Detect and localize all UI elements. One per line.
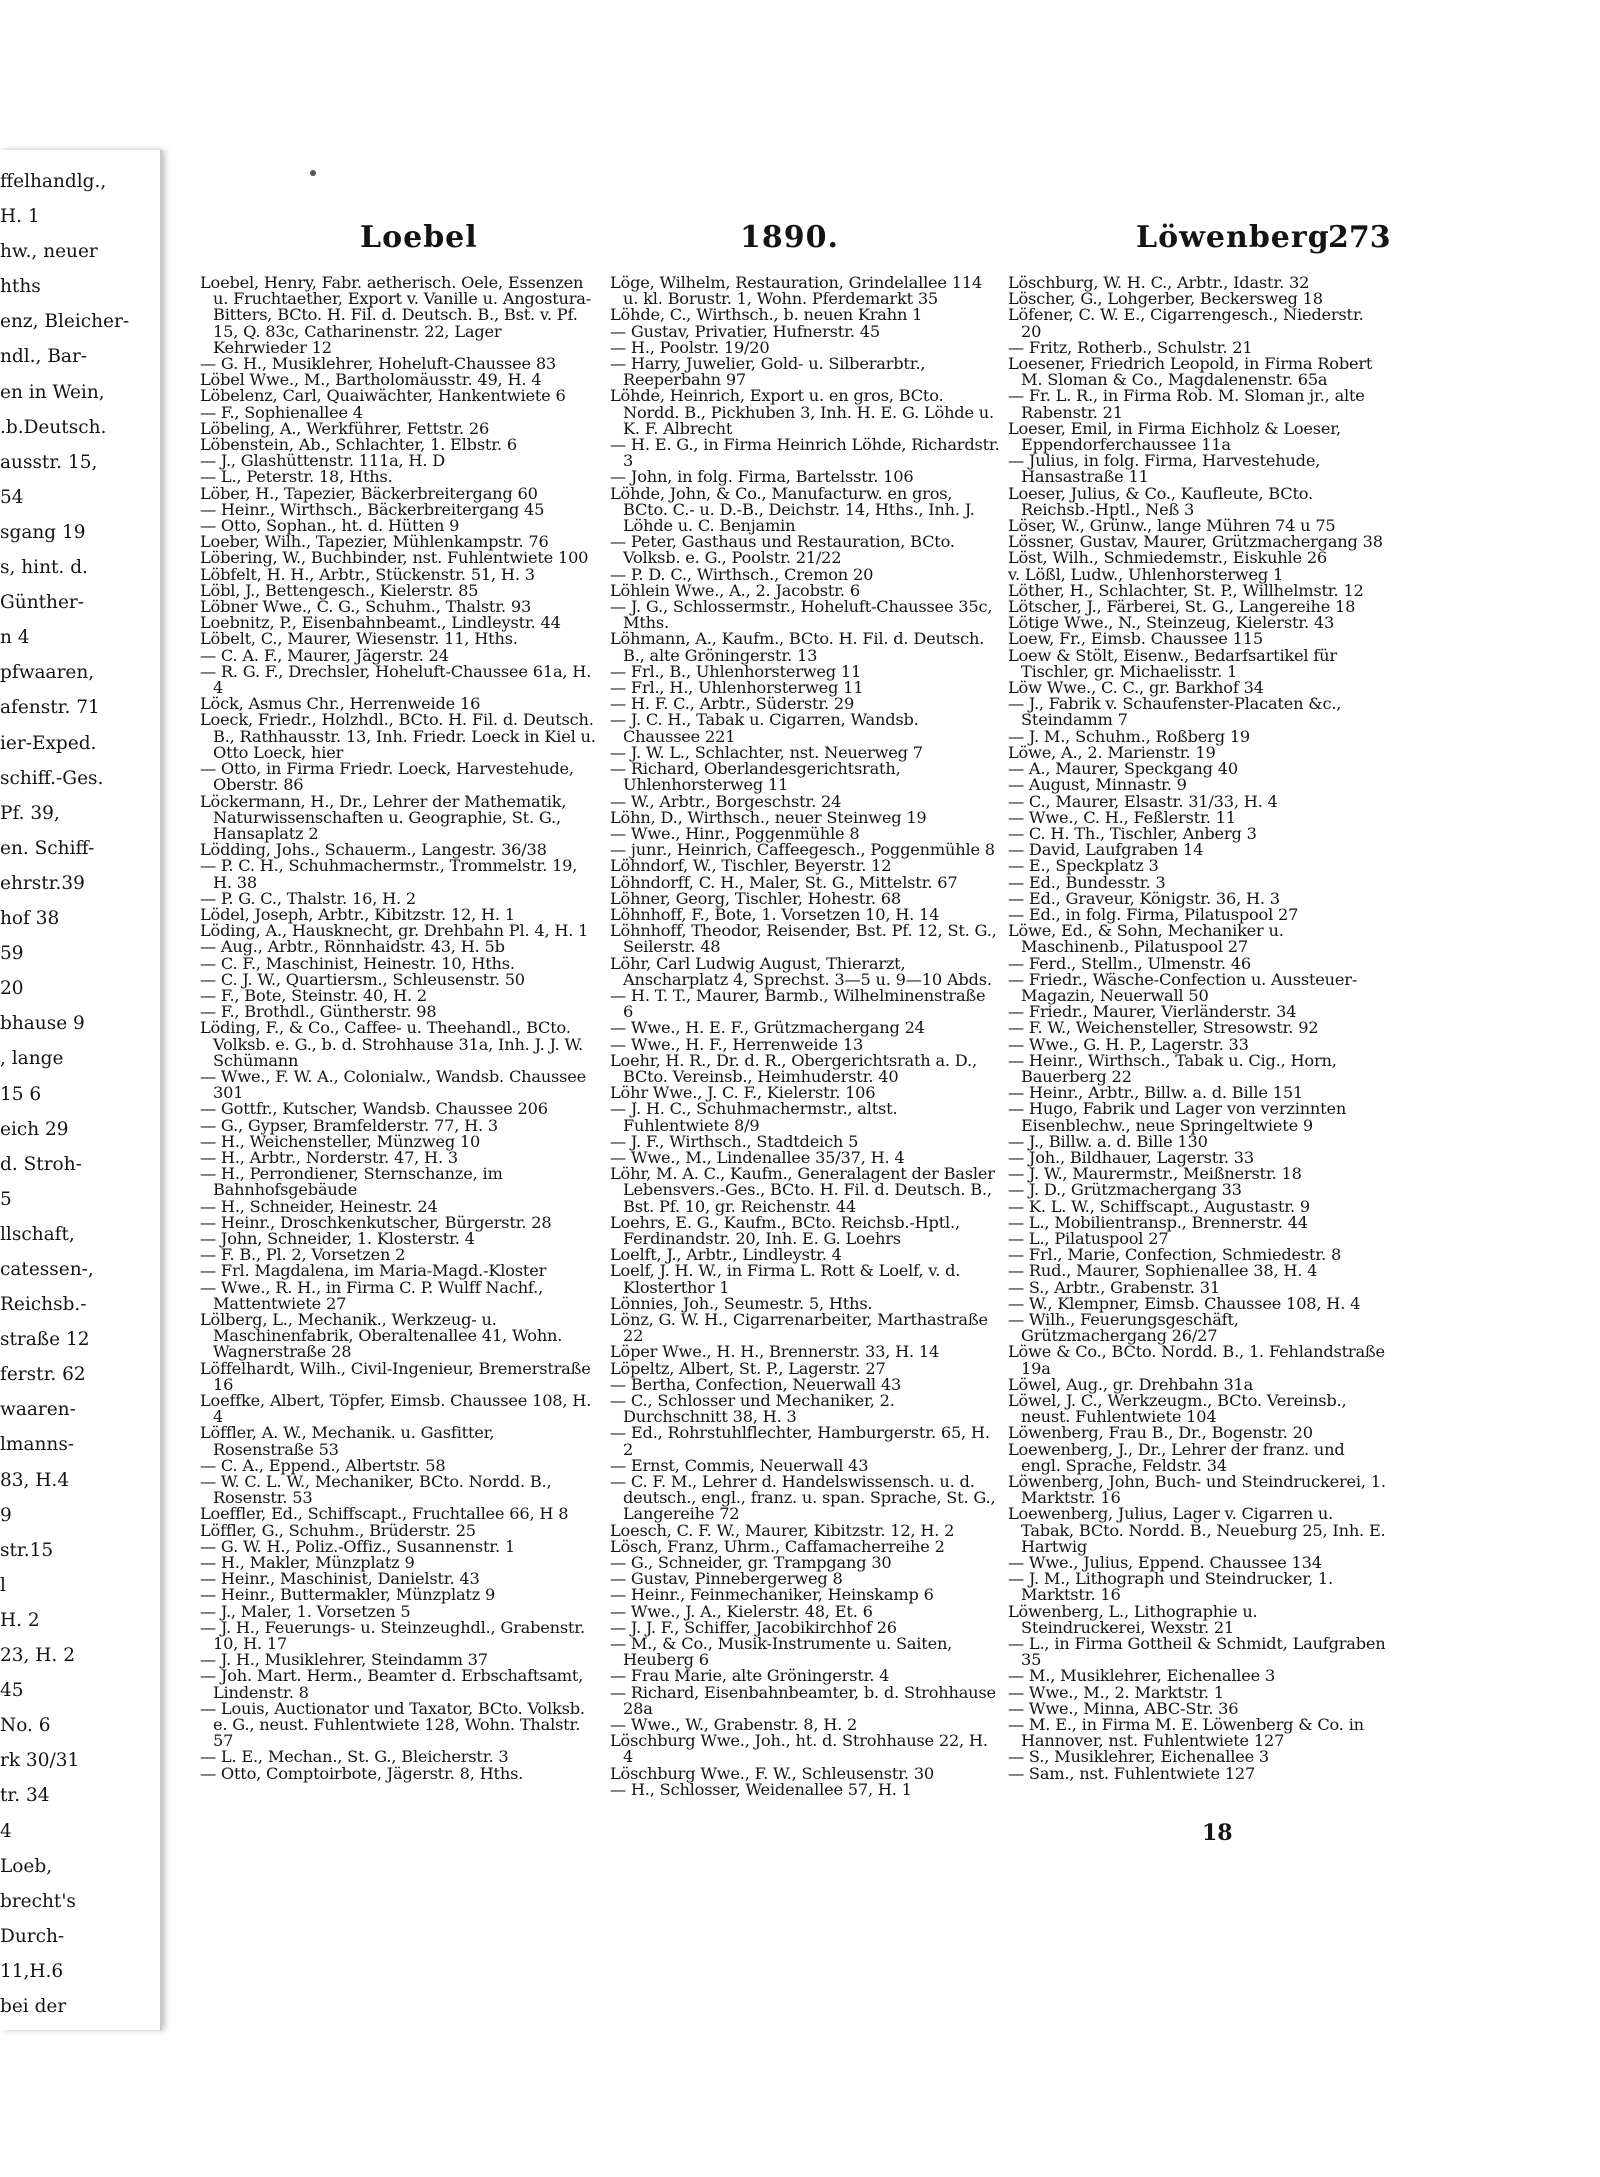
previous-page-fragment: lmanns- (0, 1434, 75, 1455)
directory-entry: — L., in Firma Gottheil & Schmidt, Laufgraben 35 (1008, 1634, 1386, 1670)
previous-page-fragment: 9 (0, 1505, 12, 1526)
directory-entry: — H., Arbtr., Norderstr. 47, H. 3 (200, 1147, 458, 1167)
directory-entry: — Bertha, Confection, Neuerwall 43 (610, 1374, 902, 1394)
previous-page-fragment: schiff.-Ges. (0, 768, 104, 789)
directory-entry: — F., Sophienallee 4 (200, 402, 363, 422)
previous-page-fragment: ier-Exped. (0, 733, 97, 754)
directory-entry: Löhndorf, W., Tischler, Beyerstr. 12 (610, 856, 892, 876)
directory-entry: — M., & Co., Musik-Instrumente u. Saiten, Heuberg 6 (610, 1634, 953, 1670)
previous-page-fragment: str.15 (0, 1540, 54, 1561)
entries-column-2 (610, 275, 1000, 1798)
directory-entry: Löffler, A. W., Mechanik. u. Gasfitter, Rosenstraße 53 (200, 1423, 495, 1459)
directory-entry: — S., Musiklehrer, Eichenallee 3 (1008, 1747, 1270, 1767)
directory-entry: Löwe & Co., BCto. Nordd. B., 1. Fehlandstraße 19a (1008, 1342, 1385, 1378)
previous-page-fragment: pfwaaren, (0, 662, 95, 683)
directory-entry: — Joh. Mart. Herm., Beamter d. Erbschaftsamt, Lindenstr. 8 (200, 1666, 584, 1702)
directory-entry: — J. D., Grützmachergang 33 (1008, 1180, 1242, 1200)
directory-entry: Lönnies, Joh., Seumestr. 5, Hths. (610, 1293, 873, 1313)
directory-entry: Loesch, C. F. W., Maurer, Kibitzstr. 12, H. 2 (610, 1520, 955, 1540)
directory-entry: — junr., Heinrich, Caffeegesch., Poggenmühle 8 (610, 840, 995, 860)
directory-entry: Lötscher, J., Färberei, St. G., Langereihe 18 (1008, 597, 1356, 617)
directory-entry: — Wwe., H. F., Herrenweide 13 (610, 1034, 864, 1054)
previous-page-fragment: brecht's (0, 1891, 76, 1912)
directory-entry: — Richard, Oberlandesgerichtsrath, Uhlenhorsterweg 11 (610, 759, 901, 795)
directory-entry: Löwenberg, Frau B., Dr., Bogenstr. 20 (1008, 1423, 1313, 1443)
directory-entry: — Heinr., Droschkenkutscher, Bürgerstr. 28 (200, 1212, 552, 1232)
directory-entry: — J. W. L., Schlachter, nst. Neuerweg 7 (610, 742, 923, 762)
directory-entry: — Louis, Auctionator und Taxator, BCto. Volksb. e. G., neust. Fuhlentwiete 128, Wohn. Thalstr. 57 (200, 1698, 585, 1751)
directory-entry: — Wwe., F. W. A., Colonialw., Wandsb. Chaussee 301 (200, 1066, 587, 1103)
directory-entry: — Gustav, Privatier, Hufnerstr. 45 (610, 321, 880, 341)
directory-entry: Löscher, G., Lohgerber, Beckersweg 18 (1008, 289, 1323, 309)
directory-entry: — Wwe., Minna, ABC-Str. 36 (1008, 1698, 1239, 1718)
directory-entry: — C., Schlosser und Mechaniker, 2. Durchschnitt 38, H. 3 (610, 1391, 895, 1427)
directory-entry: Löwe, A., 2. Marienstr. 19 (1008, 742, 1216, 762)
directory-entry: — F. B., Pl. 2, Vorsetzen 2 (200, 1245, 406, 1265)
directory-entry: Löck, Asmus Chr., Herrenweide 16 (200, 694, 481, 714)
directory-entry: Löhr, M. A. C., Kaufm., Generalagent der Basler Lebensvers.-Ges., BCto. H. Fil. d. Deutsch. B., Bst. Pf. 10, gr. Reichenstr. 44 (610, 1164, 995, 1216)
directory-entry: Loew & Stölt, Eisenw., Bedarfsartikel für Tischler, gr. Michaelisstr. 1 (1008, 645, 1337, 681)
directory-entry: — C. J. W., Quartiersm., Schleusenstr. 50 (200, 969, 525, 989)
directory-entry: — C. H. Th., Tischler, Anberg 3 (1008, 823, 1257, 843)
directory-entry: — G., Schneider, gr. Trampgang 30 (610, 1553, 892, 1573)
directory-entry: — H. T. T., Maurer, Barmb., Wilhelminenstraße 6 (610, 985, 986, 1022)
previous-page-fragment: Günther- (0, 592, 84, 613)
directory-entry: — H., Perrondiener, Sternschanze, im Bahnhofsgebäude (200, 1164, 503, 1200)
directory-entry: Löhner, Georg, Tischler, Hohestr. 68 (610, 888, 901, 908)
directory-entry: Lödel, Joseph, Arbtr., Kibitzstr. 12, H. 1 (200, 904, 515, 924)
directory-entry: Loeser, Emil, in Firma Eichholz & Loeser, Eppendorferchaussee 11a (1008, 418, 1341, 455)
directory-entry: Löckermann, H., Dr., Lehrer der Mathematik, Naturwissenschaften u. Geographie, St. G., Hansaplatz 2 (200, 791, 567, 843)
directory-entry: — J., Maler, 1. Vorsetzen 5 (200, 1601, 411, 1621)
previous-page-fragment: ausstr. 15, (0, 452, 98, 473)
directory-entry: Löding, A., Hausknecht, gr. Drehbahn Pl. 4, H. 1 (200, 921, 589, 941)
directory-entry: Löfener, C. W. E., Cigarrengesch., Niederstr. 20 (1008, 305, 1364, 341)
directory-entry: Löhn, D., Wirthsch., neuer Steinweg 19 (610, 807, 927, 827)
directory-entry: — H., Schlosser, Weidenallee 57, H. 1 (610, 1779, 912, 1799)
directory-entry: — J., Billw. a. d. Bille 130 (1008, 1131, 1208, 1151)
previous-page-fragment: 5 (0, 1189, 12, 1210)
directory-entry: Löbfelt, H. H., Arbtr., Stückenstr. 51, H. 3 (200, 564, 535, 584)
directory-entry: — Friedr., Maurer, Vierländerstr. 34 (1008, 1002, 1297, 1022)
directory-entry: — Wwe., G. H. P., Lagerstr. 33 (1008, 1034, 1249, 1054)
directory-entry: — J. M., Schuhm., Roßberg 19 (1008, 726, 1251, 746)
directory-entry: — S., Arbtr., Grabenstr. 31 (1008, 1277, 1220, 1297)
entries-column-3 (1008, 275, 1386, 1782)
directory-entry: — Frl., Marie, Confection, Schmiedestr. 8 (1008, 1245, 1342, 1265)
directory-entry: — G. W. H., Poliz.-Offiz., Susannenstr. 1 (200, 1536, 515, 1556)
directory-entry: Lötige Wwe., N., Steinzeug, Kielerstr. 43 (1008, 613, 1335, 633)
directory-entry: Loew, Fr., Eimsb. Chaussee 115 (1008, 629, 1263, 649)
directory-entry: — Julius, in folg. Firma, Harvestehude, Hansastraße 11 (1008, 451, 1321, 487)
directory-entry: — Harry, Juwelier, Gold- u. Silberarbtr., Reeperbahn 97 (610, 354, 926, 390)
directory-entry: Löwenberg, L., Lithographie u. Steindruckerei, Wexstr. 21 (1008, 1601, 1258, 1637)
directory-entry: — Heinr., Wirthsch., Bäckerbreitergang 45 (200, 499, 545, 519)
directory-entry: Löbelenz, Carl, Quaiwächter, Hankentwiete 6 (200, 386, 566, 406)
previous-page-fragment: H. 1 (0, 206, 40, 227)
directory-entry: — Frl., B., Uhlenhorsterweg 11 (610, 661, 862, 681)
directory-entry: — Wwe., C. H., Feßlerstr. 11 (1008, 807, 1236, 827)
directory-entry: Löhndorff, C. H., Maler, St. G., Mittelstr. 67 (610, 872, 958, 892)
directory-entry: Löpeltz, Albert, St. P., Lagerstr. 27 (610, 1358, 886, 1378)
directory-entry: — F., Bote, Steinstr. 40, H. 2 (200, 985, 427, 1005)
directory-entry: Löwel, J. C., Werkzeugm., BCto. Vereinsb., neust. Fuhlentwiete 104 (1008, 1391, 1347, 1427)
directory-entry: — C. F. M., Lehrer d. Handelswissensch. u. d. deutsch., engl., franz. u. span. Sprache, St. G., Langereihe 72 (610, 1472, 996, 1524)
previous-page-fragment: en. Schiff- (0, 838, 95, 859)
directory-entry: — M. E., in Firma M. E. Löwenberg & Co. in Hannover, nst. Fuhlentwiete 127 (1008, 1715, 1364, 1751)
directory-entry: — H., Poolstr. 19/20 (610, 337, 770, 357)
directory-entry: Löst, Wilh., Schmiedemstr., Eiskuhle 26 (1008, 548, 1328, 568)
header-year: 1890. (740, 220, 839, 255)
directory-entry: Lödding, Johs., Schauerm., Langestr. 36/38 (200, 840, 547, 860)
directory-entry: — Gustav, Pinnebergerweg 8 (610, 1569, 843, 1589)
directory-entry: — Ed., Bundesstr. 3 (1008, 872, 1166, 892)
directory-entry: — W., Arbtr., Borgeschstr. 24 (610, 791, 842, 811)
directory-entry: — J., Fabrik v. Schaufenster-Placaten &c., Steindamm 7 (1008, 694, 1342, 730)
previous-page-fragment: ehrstr.39 (0, 873, 85, 894)
directory-entry: — E., Speckplatz 3 (1008, 856, 1159, 876)
directory-entry: Löhde, Heinrich, Export u. en gros, BCto. Nordd. B., Pickhuben 3, Inh. H. E. G. Löhde u. K. F. Albrecht (610, 386, 994, 438)
previous-page-fragment: bhause 9 (0, 1013, 85, 1034)
directory-entry: Loebnitz, P., Eisenbahnbeamt., Lindleystr. 44 (200, 613, 561, 633)
directory-entry: Löhr, Carl Ludwig August, Thierarzt, Anscharplatz 4, Sprechst. 3—5 u. 9—10 Abds. (610, 953, 992, 989)
directory-entry: Loeffke, Albert, Töpfer, Eimsb. Chaussee 108, H. 4 (200, 1391, 592, 1427)
directory-entry: — Frl., H., Uhlenhorsterweg 11 (610, 678, 864, 698)
directory-entry: — L. E., Mechan., St. G., Bleicherstr. 3 (200, 1747, 509, 1767)
directory-entry: Loeck, Friedr., Holzhdl., BCto. H. Fil. d. Deutsch. B., Rathhausstr. 13, Inh. Friedr. Loeck in Kiel u. Otto Loeck, hier (200, 710, 596, 762)
previous-page-fragment: 45 (0, 1680, 24, 1701)
previous-page-fragment: 23, H. 2 (0, 1645, 75, 1666)
directory-entry: — C., Maurer, Elsastr. 31/33, H. 4 (1008, 791, 1278, 811)
directory-entry: — H. E. G., in Firma Heinrich Löhde, Richardstr. 3 (610, 435, 1000, 471)
directory-entry: Löschburg Wwe., Joh., ht. d. Strohhause 22, H. 4 (610, 1731, 988, 1767)
directory-entry: — Ernst, Commis, Neuerwall 43 (610, 1455, 869, 1475)
directory-entry: Löhlein Wwe., A., 2. Jacobstr. 6 (610, 580, 860, 600)
directory-entry: — J. H. C., Schuhmachermstr., altst. Fuhlentwiete 8/9 (610, 1099, 898, 1135)
signature-mark: 18 (1202, 1820, 1233, 1846)
previous-page-fragment: catessen-, (0, 1259, 94, 1280)
directory-entry: — August, Minnastr. 9 (1008, 775, 1187, 795)
previous-page-fragment: rk 30/31 (0, 1750, 80, 1771)
directory-entry: — David, Laufgraben 14 (1008, 840, 1204, 860)
page-number: 273 (1328, 220, 1391, 255)
previous-page-fragment: s, hint. d. (0, 557, 88, 578)
directory-entry: — Otto, Comptoirbote, Jägerstr. 8, Hths. (200, 1763, 524, 1783)
previous-page-fragment: waaren- (0, 1399, 76, 1420)
directory-entry: Löhde, C., Wirthsch., b. neuen Krahn 1 (610, 305, 923, 325)
directory-entry: Loebel, Henry, Fabr. aetherisch. Oele, Essenzen u. Fruchtaether, Export v. Vanille u. Angostura-Bitters, BCto. H. Fil. d. Deutsch. B., Bst. v. Pf. 15, Q. 83c, Catharinenstr. 22, Lager Kehrwieder 12 (200, 273, 592, 357)
directory-entry: — Otto, in Firma Friedr. Loeck, Harvestehude, Oberstr. 86 (200, 759, 574, 795)
previous-page-fragment: 15 6 (0, 1084, 42, 1105)
directory-entry: — Frau Marie, alte Gröningerstr. 4 (610, 1666, 890, 1686)
directory-entry: — Hugo, Fabrik und Lager von verzinnten Eisenblechw., neue Springeltwiete 9 (1008, 1099, 1347, 1135)
directory-entry: — Aug., Arbtr., Rönnhaidstr. 43, H. 5b (200, 937, 505, 957)
directory-entry: — L., Peterstr. 18, Hths. (200, 467, 393, 487)
directory-entry: — Wwe., M., Lindenallee 35/37, H. 4 (610, 1147, 905, 1167)
directory-entry: Löwe, Ed., & Sohn, Mechaniker u. Maschinenb., Pilatuspool 27 (1008, 921, 1284, 957)
directory-entry: — J., Glashüttenstr. 111a, H. D (200, 451, 446, 471)
directory-entry: — Otto, Sophan., ht. d. Hütten 9 (200, 516, 460, 536)
directory-entry: Loelf, J. H. W., in Firma L. Rott & Loelf, v. d. Klosterthor 1 (610, 1261, 961, 1297)
directory-entry: — H., Schneider, Heinestr. 24 (200, 1196, 438, 1216)
directory-entry: Loesener, Friedrich Leopold, in Firma Robert M. Sloman & Co., Magdalenenstr. 65a (1008, 354, 1373, 390)
directory-page (200, 170, 1580, 2050)
previous-page-fragment: Reichsb.- (0, 1294, 87, 1315)
directory-entry: — W. C. L. W., Mechaniker, BCto. Nordd. B., Rosenstr. 53 (200, 1472, 552, 1508)
directory-entry: Lösch, Franz, Uhrm., Caffamacherreihe 2 (610, 1536, 945, 1556)
directory-entry: — L., Pilatuspool 27 (1008, 1228, 1169, 1248)
directory-entry: — Ed., Graveur, Königstr. 36, H. 3 (1008, 888, 1280, 908)
directory-entry: Löschburg, W. H. C., Arbtr., Idastr. 32 (1008, 273, 1310, 292)
directory-entry: Loehr, H. R., Dr. d. R., Obergerichtsrath a. D., BCto. Vereinsb., Heimhuderstr. 40 (610, 1050, 977, 1086)
directory-entry: Lönz, G. W. H., Cigarrenarbeiter, Marthastraße 22 (610, 1310, 988, 1346)
directory-entry: — Wwe., J. A., Kielerstr. 48, Et. 6 (610, 1601, 873, 1621)
directory-entry: — Heinr., Maschinist, Danielstr. 43 (200, 1569, 480, 1589)
directory-entry: Löber, H., Tapezier, Bäckerbreitergang 60 (200, 483, 538, 503)
previous-page-fragment: Loeb, (0, 1856, 53, 1877)
directory-entry: — C. A. F., Maurer, Jägerstr. 24 (200, 645, 449, 665)
previous-page-fragment: Pf. 39, (0, 803, 60, 824)
directory-entry: — G., Gypser, Bramfelderstr. 77, H. 3 (200, 1115, 499, 1135)
previous-page-fragment: eich 29 (0, 1119, 69, 1140)
directory-entry: Löwel, Aug., gr. Drehbahn 31a (1008, 1374, 1254, 1394)
previous-page-strip (0, 150, 162, 2030)
directory-entry: Lölberg, L., Mechanik., Werkzeug- u. Maschinenfabrik, Oberaltenallee 41, Wohn. Wagnerstraße 28 (200, 1310, 563, 1362)
directory-entry: — W., Klempner, Eimsb. Chaussee 108, H. 4 (1008, 1293, 1361, 1313)
directory-entry: — L., Mobilientransp., Brennerstr. 44 (1008, 1212, 1308, 1232)
directory-entry: — Richard, Eisenbahnbeamter, b. d. Strohhause 28a (610, 1682, 996, 1718)
directory-entry: Löbeling, A., Werkführer, Fettstr. 26 (200, 418, 490, 438)
directory-entry: — Ed., in folg. Firma, Pilatuspool 27 (1008, 904, 1299, 924)
directory-entry: — J. H., Musiklehrer, Steindamm 37 (200, 1650, 488, 1670)
directory-entry: Löbering, W., Buchbinder, nst. Fuhlentwiete 100 (200, 548, 589, 568)
previous-page-fragment: bei der (0, 1996, 67, 2017)
directory-entry: Löbenstein, Ab., Schlachter, 1. Elbstr. 6 (200, 435, 517, 455)
directory-entry: — Heinr., Wirthsch., Tabak u. Cig., Horn, Bauerberg 22 (1008, 1050, 1337, 1086)
directory-entry: — Fritz, Rotherb., Schulstr. 21 (1008, 337, 1253, 357)
directory-entry: — John, in folg. Firma, Bartelsstr. 106 (610, 467, 914, 487)
directory-entry: — Peter, Gasthaus und Restauration, BCto. Volksb. e. G., Poolstr. 21/22 (610, 532, 955, 568)
directory-entry: — Wwe., M., 2. Marktstr. 1 (1008, 1682, 1224, 1702)
previous-page-fragment: ferstr. 62 (0, 1364, 86, 1385)
previous-page-fragment: Durch- (0, 1926, 65, 1947)
directory-entry: — K. L. W., Schiffscapt., Augustastr. 9 (1008, 1196, 1310, 1216)
directory-entry: Löbl, J., Bettengesch., Kielerstr. 85 (200, 580, 479, 600)
directory-entry: — Wwe., H. E. F., Grützmachergang 24 (610, 1018, 925, 1038)
previous-page-fragment: ffelhandlg., (0, 171, 107, 192)
directory-entry: Löper Wwe., H. H., Brennerstr. 33, H. 14 (610, 1342, 940, 1362)
directory-entry: Löhnhoff, Theodor, Reisender, Bst. Pf. 12, St. G., Seilerstr. 48 (610, 921, 997, 957)
directory-entry: Löbner Wwe., C. G., Schuhm., Thalstr. 93 (200, 597, 532, 617)
directory-entry: — Rud., Maurer, Sophienallee 38, H. 4 (1008, 1261, 1318, 1281)
previous-page-fragment: hof 38 (0, 908, 60, 929)
previous-page-fragment: 20 (0, 978, 24, 999)
previous-page-fragment: .b.Deutsch. (0, 417, 107, 438)
directory-entry: — H., Weichensteller, Münzweg 10 (200, 1131, 481, 1151)
directory-entry: — C. A., Eppend., Albertstr. 58 (200, 1455, 446, 1475)
previous-page-fragment: 4 (0, 1821, 12, 1842)
directory-entry: — Friedr., Wäsche-Confection u. Aussteuer-Magazin, Neuerwall 50 (1008, 969, 1358, 1005)
previous-page-fragment: 83, H.4 (0, 1470, 70, 1491)
directory-entry: Loewenberg, Julius, Lager v. Cigarren u. Tabak, BCto. Nordd. B., Neueburg 25, Inh. E. Hartwig (1008, 1504, 1386, 1556)
directory-entry: Löser, W., Grünw., lange Mühren 74 u 75 (1008, 516, 1336, 536)
directory-entry: — Wilh., Feuerungsgeschäft, Grützmachergang 26/27 (1008, 1310, 1239, 1346)
directory-entry: Löffler, G., Schuhm., Brüderstr. 25 (200, 1520, 476, 1540)
directory-entry: v. Lößl, Ludw., Uhlenhorsterweg 1 (1008, 564, 1284, 584)
directory-entry: Löhde, John, & Co., Manufacturw. en gros, BCto. C.- u. D.-B., Deichstr. 14, Hths., Inh. J. Löhde u. C. Benjamin (610, 483, 975, 536)
previous-page-fragment: 54 (0, 487, 24, 508)
directory-entry: — C. F., Maschinist, Heinestr. 10, Hths. (200, 953, 515, 973)
directory-entry: — Joh., Bildhauer, Lagerstr. 33 (1008, 1147, 1254, 1167)
header-right-keyword: Löwenberg (1136, 220, 1330, 255)
directory-entry: Löschburg Wwe., F. W., Schleusenstr. 30 (610, 1763, 935, 1783)
previous-page-fragment: , lange (0, 1048, 64, 1069)
directory-entry: — Sam., nst. Fuhlentwiete 127 (1008, 1763, 1256, 1783)
directory-entry: — R. G. F., Drechsler, Hoheluft-Chaussee 61a, H. 4 (200, 661, 592, 698)
directory-entry: — G. H., Musiklehrer, Hoheluft-Chaussee 83 (200, 354, 557, 374)
directory-entry: — Fr. L. R., in Firma Rob. M. Sloman jr., alte Rabenstr. 21 (1008, 386, 1365, 422)
directory-entry: — John, Schneider, 1. Klosterstr. 4 (200, 1228, 475, 1248)
directory-entry: Löffelhardt, Wilh., Civil-Ingenieur, Bremerstraße 16 (200, 1358, 591, 1394)
directory-entry: — Wwe., Julius, Eppend. Chaussee 134 (1008, 1553, 1322, 1573)
directory-entry: Löding, F., & Co., Caffee- u. Theehandl., BCto. Volksb. e. G., b. d. Strohhause 31a, Inh. J. J. W. Schümann (200, 1018, 583, 1070)
directory-entry: — Wwe., R. H., in Firma C. P. Wulff Nachf., Mattentwiete 27 (200, 1277, 544, 1313)
directory-entry: Löbelt, C., Maurer, Wiesenstr. 11, Hths. (200, 629, 518, 649)
previous-page-fragment: afenstr. 71 (0, 697, 100, 718)
previous-page-fragment: hw., neuer (0, 241, 98, 262)
directory-entry: Loeser, Julius, & Co., Kaufleute, BCto. Reichsb.-Hptl., Neß 3 (1008, 483, 1313, 519)
directory-entry: — J. M., Lithograph und Steindrucker, 1. Marktstr. 16 (1008, 1569, 1333, 1605)
directory-entry: — P. D. C., Wirthsch., Cremon 20 (610, 564, 874, 584)
directory-entry: Löhnhoff, F., Bote, 1. Vorsetzen 10, H. 14 (610, 904, 940, 924)
directory-entry: — M., Musiklehrer, Eichenallee 3 (1008, 1666, 1276, 1686)
directory-entry: — J. W., Maurermstr., Meißnerstr. 18 (1008, 1164, 1302, 1184)
directory-entry: — Heinr., Arbtr., Billw. a. d. Bille 151 (1008, 1083, 1304, 1103)
directory-entry: Lössner, Gustav, Maurer, Grützmachergang 38 (1008, 532, 1383, 552)
previous-page-fragment: H. 2 (0, 1610, 40, 1631)
directory-entry: — P. C. H., Schuhmachermstr., Trommelstr. 19, H. 38 (200, 856, 578, 892)
directory-entry: Löw Wwe., C. C., gr. Barkhof 34 (1008, 678, 1264, 698)
directory-entry: — J. C. H., Tabak u. Cigarren, Wandsb. Chaussee 221 (610, 710, 919, 746)
directory-entry: — Ed., Rohrstuhlflechter, Hamburgerstr. 65, H. 2 (610, 1423, 990, 1459)
previous-page-fragment: No. 6 (0, 1715, 51, 1736)
running-header (200, 220, 1391, 260)
previous-page-fragment: en in Wein, (0, 382, 105, 403)
directory-entry: — J. F., Wirthsch., Stadtdeich 5 (610, 1131, 859, 1151)
directory-entry: Loelft, J., Arbtr., Lindleystr. 4 (610, 1245, 842, 1265)
directory-entry: — J. H., Feuerungs- u. Steinzeughdl., Grabenstr. 10, H. 17 (200, 1617, 586, 1654)
previous-page-fragment: 11,H.6 (0, 1961, 64, 1982)
directory-entry: — H. F. C., Arbtr., Süderstr. 29 (610, 694, 855, 714)
directory-entry: — Wwe., Hinr., Poggenmühle 8 (610, 823, 860, 843)
directory-entry: — Gottfr., Kutscher, Wandsb. Chaussee 206 (200, 1099, 548, 1119)
previous-page-fragment: hths (0, 276, 41, 297)
previous-page-fragment: tr. 34 (0, 1785, 50, 1806)
previous-page-fragment: straße 12 (0, 1329, 90, 1350)
directory-entry: Löther, H., Schlachter, St. P., Willhelmstr. 12 (1008, 580, 1364, 600)
previous-page-fragment: 59 (0, 943, 24, 964)
directory-entry: Loehrs, E. G., Kaufm., BCto. Reichsb.-Hptl., Ferdinandstr. 20, Inh. E. G. Loehrs (610, 1212, 960, 1248)
directory-entry: — Frl. Magdalena, im Maria-Magd.-Kloster (200, 1261, 547, 1281)
directory-entry: Löge, Wilhelm, Restauration, Grindelallee 114 u. kl. Borustr. 1, Wohn. Pferdemarkt 35 (610, 273, 983, 309)
previous-page-fragment: llschaft, (0, 1224, 75, 1245)
previous-page-fragment: sgang 19 (0, 522, 86, 543)
directory-entry: Loeffler, Ed., Schiffscapt., Fruchtallee 66, H 8 (200, 1504, 569, 1524)
directory-entry: — Heinr., Buttermakler, Münzplatz 9 (200, 1585, 496, 1605)
directory-entry: — Ferd., Stellm., Ulmenstr. 46 (1008, 953, 1251, 973)
directory-entry: Löhmann, A., Kaufm., BCto. H. Fil. d. Deutsch. B., alte Gröningerstr. 13 (610, 629, 985, 665)
directory-entry: — H., Makler, Münzplatz 9 (200, 1553, 415, 1573)
directory-entry: Löbel Wwe., M., Bartholomäusstr. 49, H. 4 (200, 370, 542, 390)
previous-page-fragment: l (0, 1575, 6, 1596)
directory-entry: — A., Maurer, Speckgang 40 (1008, 759, 1238, 779)
directory-entry: — Wwe., W., Grabenstr. 8, H. 2 (610, 1715, 858, 1735)
directory-entry: Löhr Wwe., J. C. F., Kielerstr. 106 (610, 1083, 876, 1103)
previous-page-fragment: ndl., Bar- (0, 346, 88, 367)
directory-entry: — P. G. C., Thalstr. 16, H. 2 (200, 888, 417, 908)
directory-entry: — F., Brothdl., Güntherstr. 98 (200, 1002, 437, 1022)
directory-entry: — F. W., Weichensteller, Stresowstr. 92 (1008, 1018, 1319, 1038)
header-left-keyword: Loebel (360, 220, 478, 255)
previous-page-fragment: enz, Bleicher- (0, 311, 130, 332)
directory-entry: — Heinr., Feinmechaniker, Heinskamp 6 (610, 1585, 934, 1605)
directory-entry: Loeber, Wilh., Tapezier, Mühlenkampstr. 76 (200, 532, 549, 552)
entries-column-1 (200, 275, 598, 1782)
previous-page-fragment: d. Stroh- (0, 1154, 82, 1175)
previous-page-fragment: n 4 (0, 627, 30, 648)
directory-entry: Loewenberg, J., Dr., Lehrer der franz. und engl. Sprache, Feldstr. 34 (1008, 1439, 1345, 1475)
directory-entry: — J. J. F., Schiffer, Jacobikirchhof 26 (610, 1617, 897, 1637)
directory-entry: — J. G., Schlossermstr., Hoheluft-Chaussee 35c, Mths. (610, 597, 993, 633)
ink-speck (310, 170, 316, 176)
directory-entry: Löwenberg, John, Buch- und Steindruckerei, 1. Marktstr. 16 (1008, 1472, 1386, 1508)
